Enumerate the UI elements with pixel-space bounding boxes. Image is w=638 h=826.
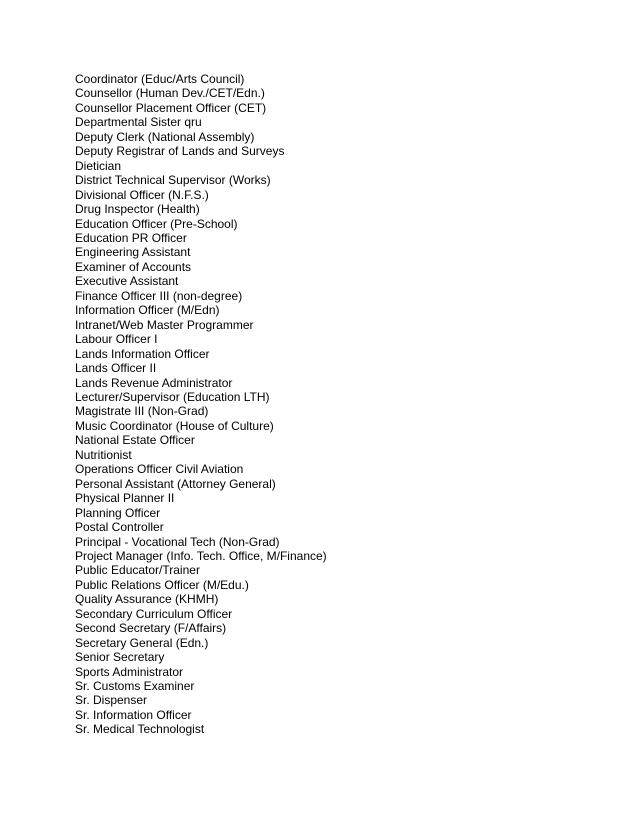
list-item: Nutritionist — [75, 447, 132, 462]
list-item: Lands Revenue Administrator — [75, 375, 233, 390]
list-item: National Estate Officer — [75, 433, 195, 448]
list-item: Intranet/Web Master Programmer — [75, 317, 254, 332]
list-item: Second Secretary (F/Affairs) — [75, 621, 227, 636]
list-item: Engineering Assistant — [75, 245, 191, 260]
list-item: Magistrate III (Non-Grad) — [75, 404, 209, 419]
list-item: Public Relations Officer (M/Edu.) — [75, 577, 249, 592]
list-item: Deputy Clerk (National Assembly) — [75, 129, 255, 144]
list-item: Public Educator/Trainer — [75, 563, 200, 578]
list-item: Education Officer (Pre-School) — [75, 216, 238, 231]
list-item: Divisional Officer (N.F.S.) — [75, 187, 209, 202]
list-item: Information Officer (M/Edn) — [75, 303, 220, 318]
list-item: Music Coordinator (House of Culture) — [75, 418, 274, 433]
list-item: Drug Inspector (Health) — [75, 202, 200, 217]
list-item: Deputy Registrar of Lands and Surveys — [75, 144, 285, 159]
list-item: Sr. Dispenser — [75, 693, 148, 708]
list-item: Lands Officer II — [75, 361, 157, 376]
list-item: Sr. Medical Technologist — [75, 722, 205, 737]
list-item: Counsellor Placement Officer (CET) — [75, 100, 267, 115]
list-item: Dietician — [75, 158, 122, 173]
list-item: Postal Controller — [75, 520, 164, 535]
list-item: Operations Officer Civil Aviation — [75, 462, 244, 477]
list-item: District Technical Supervisor (Works) — [75, 173, 271, 188]
list-item: Senior Secretary — [75, 650, 165, 665]
list-item: Lecturer/Supervisor (Education LTH) — [75, 389, 270, 404]
list-item: Labour Officer I — [75, 332, 158, 347]
list-item: Coordinator (Educ/Arts Council) — [75, 72, 245, 86]
list-item: Education PR Officer — [75, 230, 187, 245]
list-item: Examiner of Accounts — [75, 259, 192, 274]
list-item: Planning Officer — [75, 505, 161, 520]
list-item: Sr. Information Officer — [75, 707, 192, 722]
list-item: Secondary Curriculum Officer — [75, 606, 233, 621]
list-item: Secretary General (Edn.) — [75, 635, 209, 650]
list-item: Finance Officer III (non-degree) — [75, 288, 243, 303]
list-item: Principal - Vocational Tech (Non-Grad) — [75, 534, 280, 549]
list-item: Executive Assistant — [75, 274, 179, 289]
list-item: Sr. Customs Examiner — [75, 679, 195, 694]
list-item: Quality Assurance (KHMH) — [75, 592, 219, 607]
list-item: Sports Administrator — [75, 664, 184, 679]
list-item: Departmental Sister qru — [75, 115, 202, 130]
list-item: Counsellor (Human Dev./CET/Edn.) — [75, 86, 265, 101]
job-title-list — [75, 72, 327, 737]
list-item: Personal Assistant (Attorney General) — [75, 476, 276, 491]
list-item: Project Manager (Info. Tech. Office, M/Finance) — [75, 548, 327, 563]
list-item: Lands Information Officer — [75, 346, 210, 361]
list-item: Physical Planner II — [75, 491, 175, 506]
